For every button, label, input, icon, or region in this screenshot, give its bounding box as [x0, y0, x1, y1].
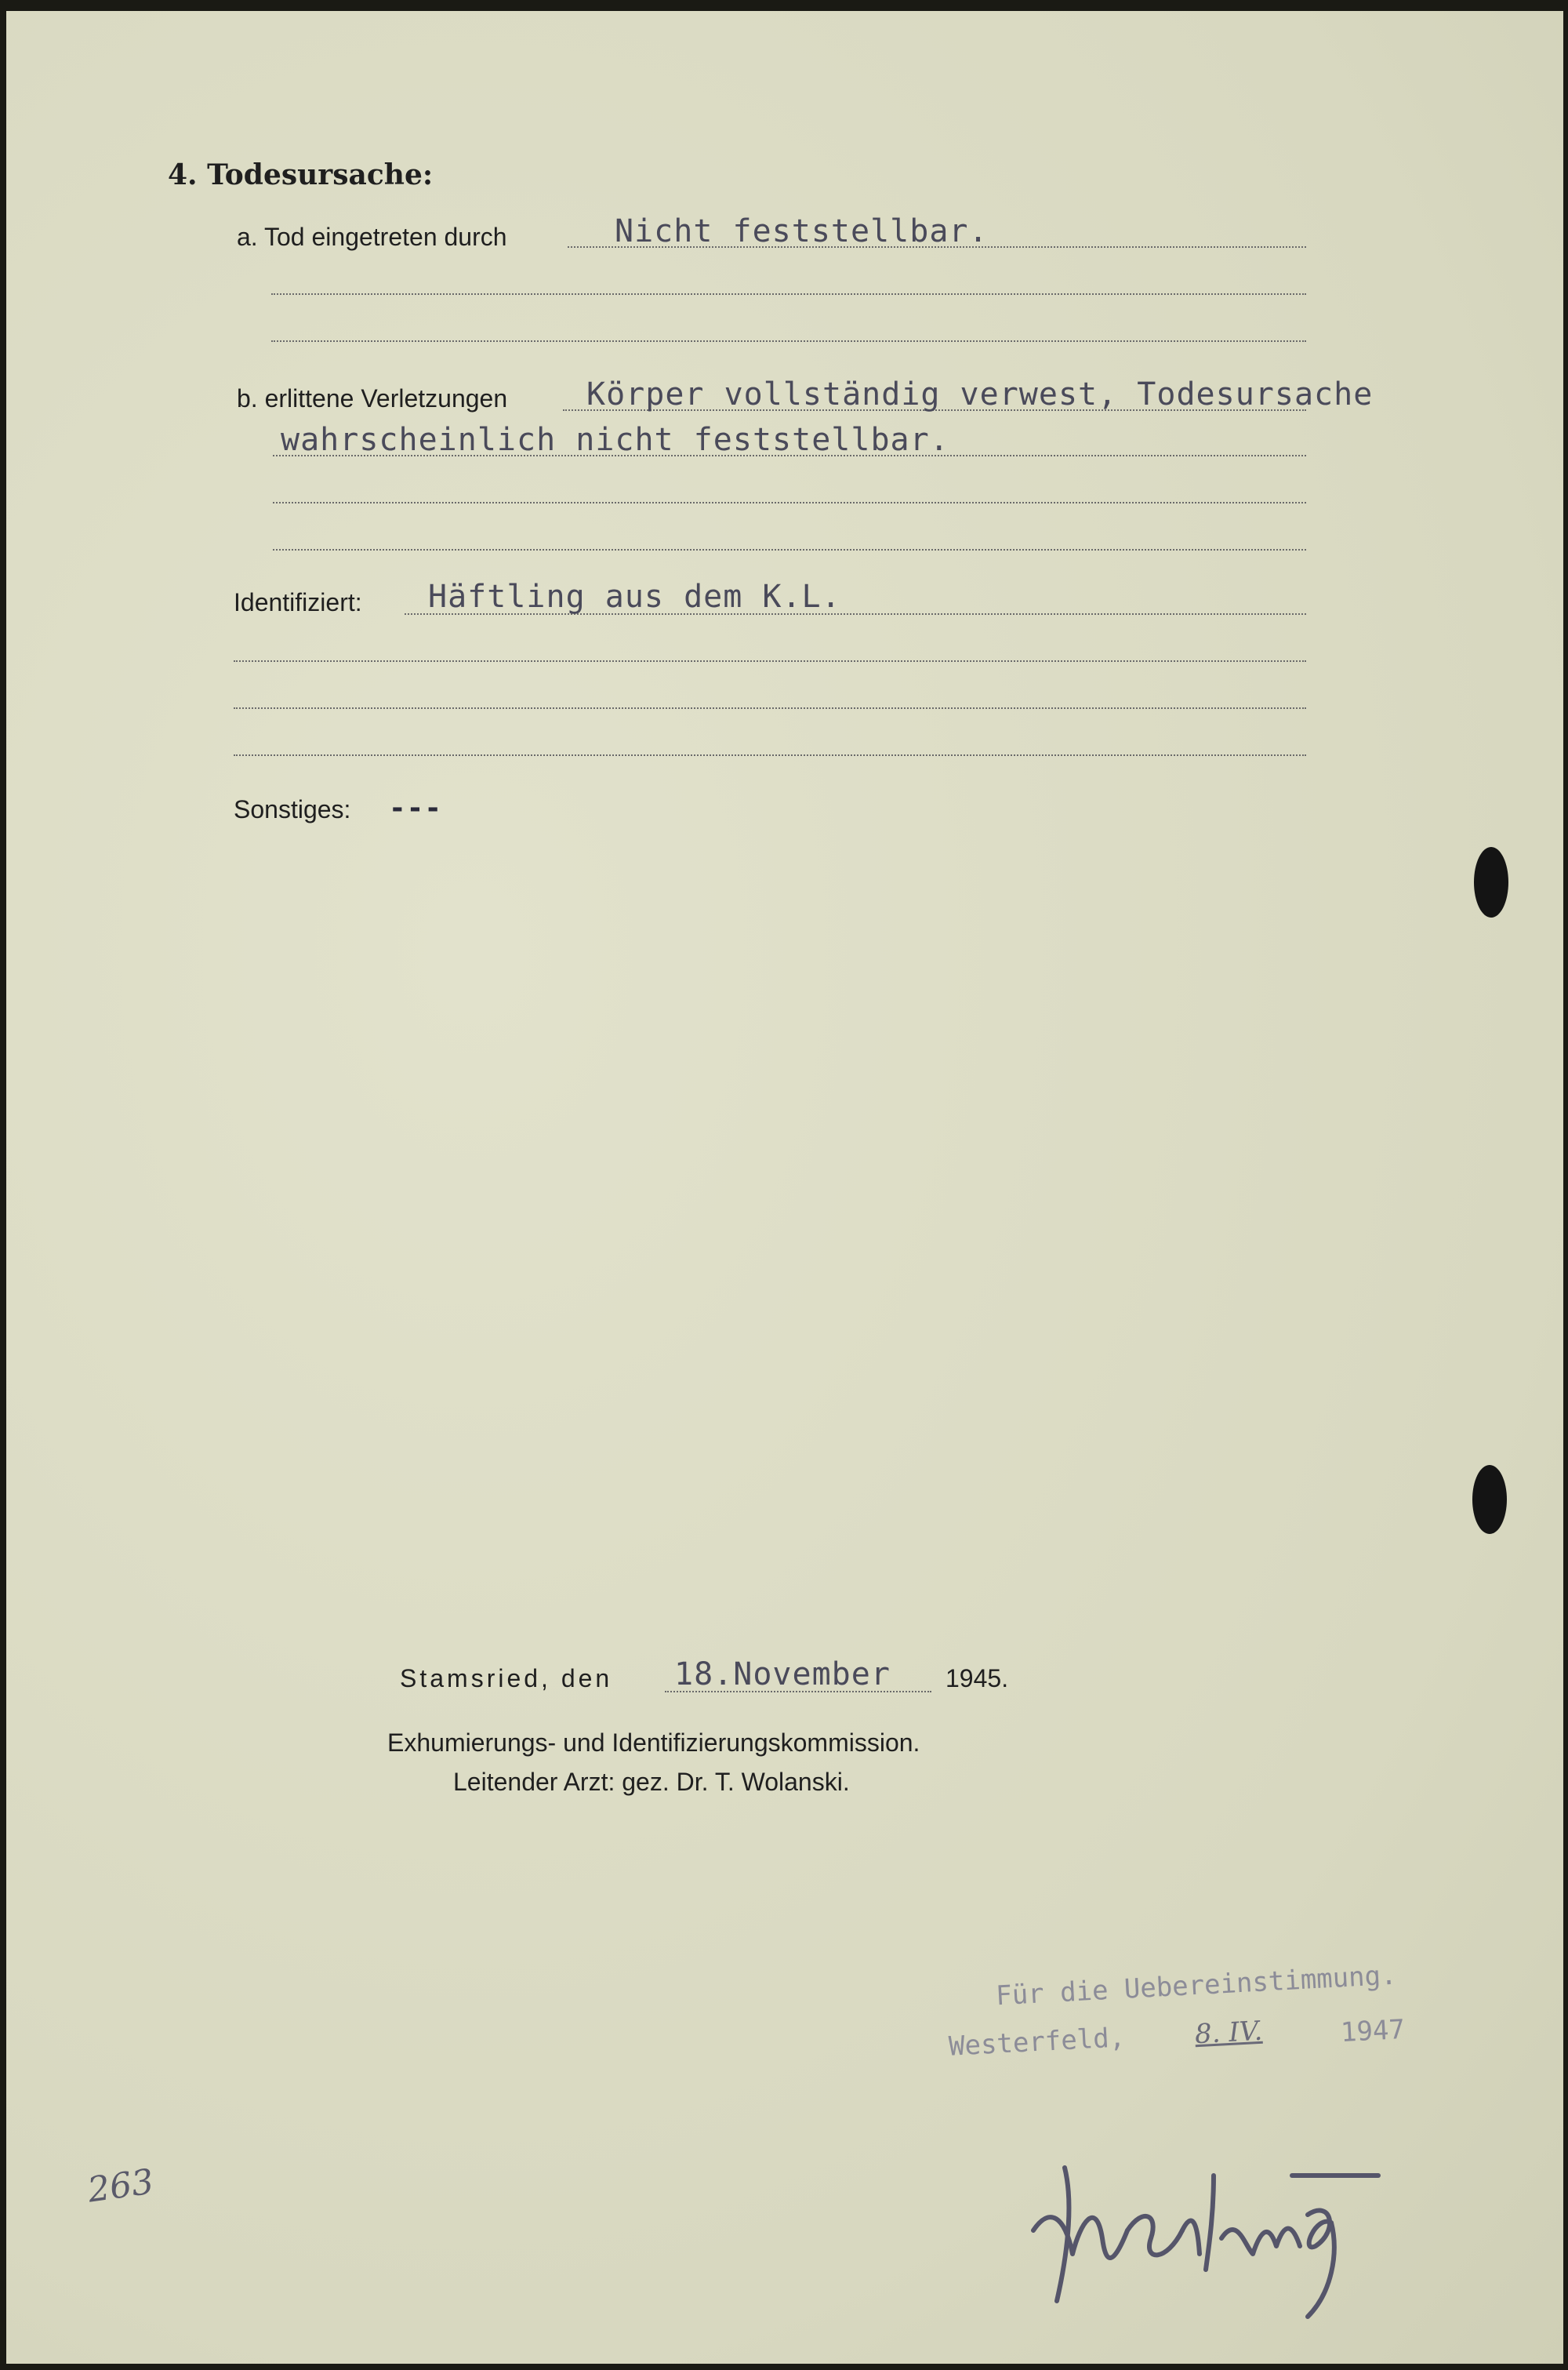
other-label: Sonstiges: — [234, 795, 351, 823]
dotted-line — [271, 340, 1306, 342]
dotted-line — [271, 293, 1306, 295]
punch-hole — [1474, 847, 1508, 918]
identified-value: Häftling aus dem K.L. — [428, 579, 841, 615]
section-heading: 4. Todesursache: — [168, 158, 434, 191]
dotted-line — [234, 660, 1306, 662]
dotted-line — [234, 754, 1306, 756]
injuries-label: b. erlittene Verletzungen — [237, 384, 508, 413]
certification-stamp-line1: Für die Uebereinstimmung. — [995, 1959, 1398, 2012]
injuries-value-line1: Körper vollständig verwest, Todesursache — [586, 376, 1374, 413]
punch-hole — [1472, 1465, 1507, 1534]
other-value: --- — [389, 792, 443, 824]
dotted-line — [273, 549, 1306, 551]
document-page — [6, 11, 1563, 2364]
doctor-line: Leitender Arzt: gez. Dr. T. Wolanski. — [453, 1768, 850, 1796]
commission-name: Exhumierungs- und Identifizierungskommission. — [387, 1728, 920, 1757]
dotted-line — [234, 707, 1306, 709]
cause-label: a. Tod eingetreten durch — [237, 223, 507, 251]
cause-value: Nicht feststellbar. — [615, 213, 989, 249]
injuries-value-line2: wahrscheinlich nicht feststellbar. — [281, 422, 949, 458]
closing-year: 1945. — [946, 1664, 1009, 1692]
margin-note: 263 — [85, 2161, 157, 2211]
handwritten-signature — [1018, 2113, 1394, 2325]
dotted-line — [273, 502, 1306, 503]
identified-label: Identifiziert: — [234, 588, 362, 616]
closing-date: 18.November — [674, 1656, 891, 1692]
closing-place: Stamsried, den — [400, 1664, 613, 1692]
certification-stamp-date: 8. IV. — [1194, 2015, 1264, 2051]
certification-stamp-place: Westerfeld, — [948, 2022, 1127, 2063]
certification-stamp-year: 1947 — [1340, 2013, 1406, 2049]
